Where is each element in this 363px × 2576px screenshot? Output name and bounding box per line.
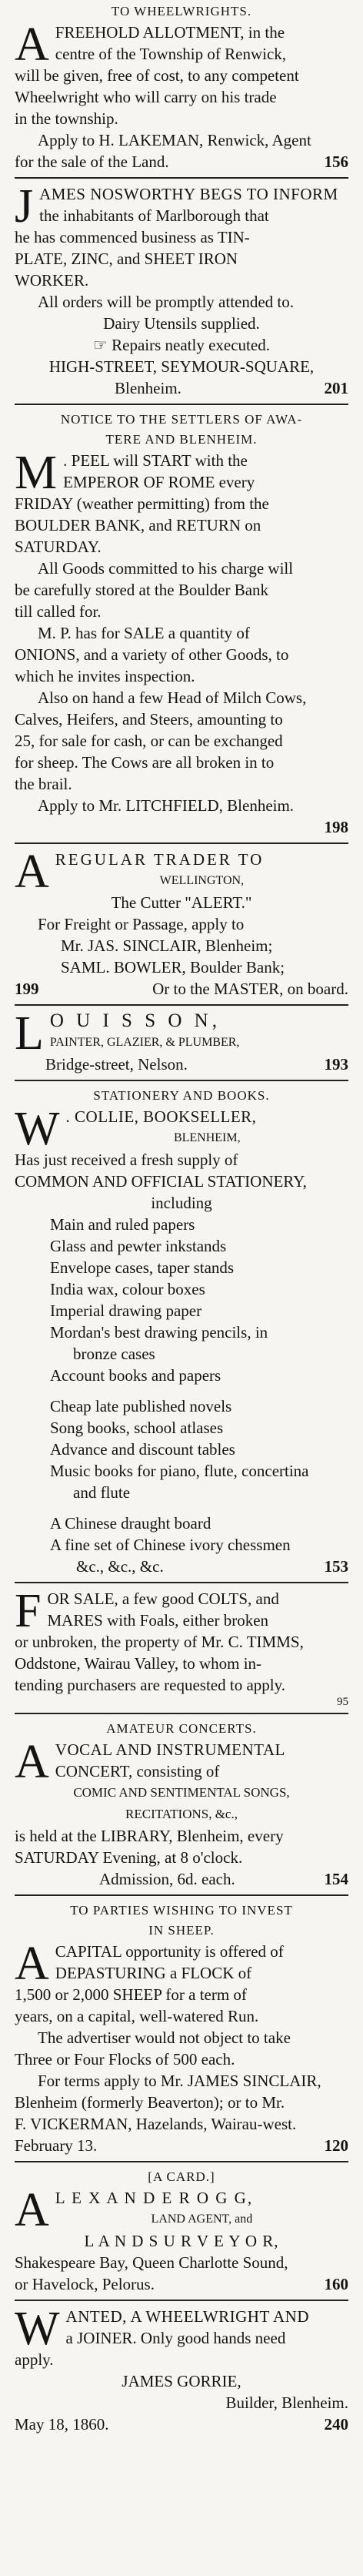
list-item: Main and ruled papers (50, 1215, 195, 1234)
list-item: Cheap late published novels (50, 1397, 232, 1415)
list-item: Advance and discount tables (50, 1440, 235, 1459)
ad-colts-for-sale (15, 1582, 348, 1708)
ad-including: including (151, 1194, 212, 1212)
ad-line: FRIDAY (weather permitting) from the (15, 494, 269, 513)
ad-heading-2: IN SHEEP. (148, 1923, 215, 1938)
ad-repairs-text: Repairs neatly executed. (112, 336, 270, 354)
ad-louisson (15, 1004, 348, 1075)
ad-line: The advertiser would not object to take (38, 2028, 291, 2047)
drop-capital: M (15, 447, 58, 499)
drop-capital: A (15, 1736, 49, 1788)
ad-town: Blenheim. (115, 379, 182, 397)
ad-trade: PAINTER, GLAZIER, & PLUMBER, (49, 1036, 240, 1049)
list-item: Song books, school atlases (50, 1419, 224, 1437)
ad-line: which he invites inspection. (15, 667, 195, 685)
list-item: Account books and papers (50, 1366, 221, 1385)
ad-collie (15, 1080, 348, 1577)
hand-pointer-icon: ☞ (93, 336, 112, 354)
drop-capital: F (15, 1585, 42, 1637)
ad-line: OR SALE, a few good COLTS, and (47, 1589, 279, 1608)
ad-songs: COMIC AND SENTIMENTAL SONGS, (73, 1785, 290, 1800)
ad-line: Three or Four Flocks of 500 each. (15, 2050, 235, 2069)
ad-regular-trader (15, 842, 348, 1000)
ad-line: he has commenced business as TIN- (15, 228, 250, 246)
ad-line: 25, for sale for cash, or can be exchanged (15, 732, 283, 750)
ad-line: WORKER. (15, 271, 89, 290)
ad-line: AMES NOSWORTHY BEGS TO INFORM (39, 185, 338, 203)
ad-number: 153 (324, 1557, 348, 1576)
ad-heading: STATIONERY AND BOOKS. (93, 1088, 270, 1103)
ad-line: BOULDER BANK, and RETURN on (15, 516, 261, 534)
ad-line: Has just received a fresh supply of (15, 1151, 238, 1169)
ad-line: CAPITAL opportunity is offered of (55, 1942, 284, 1961)
ad-apply: apply. (15, 2350, 54, 2369)
ad-number: 201 (324, 379, 348, 397)
ad-line: SATURDAY Evening, at 8 o'clock. (15, 1848, 243, 1867)
ad-line: CONCERT, consisting of (55, 1762, 220, 1780)
ad-etc: &c., &c., &c. (76, 1557, 164, 1576)
ad-line: be carefully stored at the Boulder Bank (15, 581, 269, 599)
list-item: A Chinese draught board (50, 1514, 211, 1533)
ad-amateur-concerts (15, 1713, 348, 1890)
ad-line: in the township. (15, 109, 118, 128)
ad-line: Oddstone, Wairau Valley, to whom in- (15, 1654, 262, 1673)
ad-agent-2: SAML. BOWLER, Boulder Bank; (61, 958, 285, 976)
ad-line: a JOINER. Only good hands need (65, 2329, 286, 2347)
ad-apply: Apply to Mr. LITCHFIELD, Blenheim. (38, 796, 295, 815)
drop-capital: A (15, 846, 49, 898)
drop-capital: J (15, 180, 34, 233)
drop-capital: A (15, 2184, 49, 2236)
ad-line: For terms apply to Mr. JAMES SINCLAIR, (38, 2072, 321, 2090)
ad-admission: Admission, 6d. each. (99, 1870, 235, 1888)
ad-cutter: The Cutter "ALERT." (111, 893, 252, 912)
ad-agent-3: Or to the MASTER, on board. (152, 980, 348, 998)
ad-nosworthy (15, 177, 348, 399)
list-item: A fine set of Chinese ivory chessmen (50, 1536, 291, 1554)
ad-freight: For Freight or Passage, apply to (38, 915, 245, 933)
ad-line: centre of the Township of Renwick, (55, 45, 287, 63)
ad-number: 95 (337, 1696, 348, 1708)
ad-number: 199 (15, 980, 39, 998)
ad-heading: [A CARD.] (148, 2169, 215, 2184)
ad-line: . PEEL will START with the (63, 451, 248, 470)
ad-line-2: LAND AGENT, and (151, 2213, 253, 2226)
ad-title: O U I S S O N, (49, 1010, 221, 1031)
ad-date: May 18, 1860. (15, 2415, 109, 2434)
list-item: Music books for piano, flute, concertina (50, 1462, 309, 1480)
ad-wanted-wheelwright (15, 2300, 348, 2435)
ad-number: 156 (324, 152, 348, 171)
ad-title: L E X A N D E R O G G, (55, 2189, 254, 2207)
drop-capital: L (15, 1007, 44, 1060)
ad-line: will be given, free of cost, to any competent (15, 66, 299, 85)
ad-address: Bridge-street, Nelson. (45, 1055, 188, 1074)
drop-capital: W (15, 2303, 60, 2355)
ad-number: 120 (324, 2136, 348, 2155)
drop-capital: A (15, 18, 49, 71)
ad-line: DEPASTURING a FLOCK of (55, 1964, 252, 1982)
ad-line: for sheep. The Cows are all broken in to (15, 753, 275, 772)
ad-number: 193 (324, 1055, 348, 1074)
ad-line-3: L A N D S U R V E Y O R, (84, 2232, 279, 2250)
ad-line: the brail. (15, 775, 72, 793)
ad-line: COMMON AND OFFICIAL STATIONERY, (15, 1172, 307, 1191)
ad-address: Shakespeare Bay, Queen Charlotte Sound, (15, 2253, 288, 2272)
ad-subtitle: WELLINGTON, (159, 874, 245, 887)
ad-line: Wheelwright who will carry on his trade (15, 88, 277, 106)
ad-title: REGULAR TRADER TO (55, 850, 265, 869)
ad-heading: NOTICE TO THE SETTLERS OF AWA- (60, 412, 303, 427)
ad-agent-1: Mr. JAS. SINCLAIR, Blenheim; (61, 936, 273, 955)
ad-recitations: RECITATIONS, &c., (125, 1807, 238, 1821)
ad-line: tending purchasers are requested to apply. (15, 1676, 286, 1694)
list-item: India wax, colour boxes (50, 1280, 205, 1298)
ad-address-2: or Havelock, Pelorus. (15, 2275, 155, 2293)
ad-date: February 13. (15, 2136, 98, 2155)
ad-line: ANTED, A WHEELWRIGHT AND (65, 2307, 310, 2326)
ad-number: 198 (324, 818, 348, 836)
ad-alexander-ogg (15, 2161, 348, 2295)
ad-name: JAMES GORRIE, (122, 2372, 241, 2390)
ad-orders: All orders will be promptly attended to. (38, 293, 295, 311)
ad-line: years, on a capital, well-watered Run. (15, 2007, 259, 2025)
ad-line: or unbroken, the property of Mr. C. TIMMS, (15, 1633, 304, 1651)
ad-number: 160 (324, 2275, 348, 2293)
ad-heading: TO WHEELWRIGHTS. (111, 4, 252, 18)
ad-line: Calves, Heifers, and Steers, amounting to (15, 710, 283, 729)
ad-title: . COLLIE, BOOKSELLER, (65, 1107, 257, 1126)
ad-repairs (15, 334, 348, 356)
ad-heading: AMATEUR CONCERTS. (106, 1721, 257, 1736)
ad-line: 1,500 or 2,000 SHEEP for a term of (15, 1985, 247, 2004)
ad-address: HIGH-STREET, SEYMOUR-SQUARE, (48, 357, 315, 376)
list-item: Glass and pewter inkstands (50, 1237, 227, 1255)
ad-line: M. P. has for SALE a quantity of (38, 624, 250, 642)
ad-role: Builder, Blenheim. (225, 2393, 348, 2412)
ad-line: F. VICKERMAN, Hazelands, Wairau-west. (15, 2115, 297, 2133)
ad-line: MARES with Foals, either broken (47, 1611, 269, 1630)
list-item: Imperial drawing paper (50, 1301, 202, 1320)
ad-freehold-allotment (15, 2, 348, 173)
ad-line: All Goods committed to his charge will (38, 559, 294, 578)
list-item: bronze cases (73, 1345, 155, 1363)
ad-number: 154 (324, 1870, 348, 1888)
ad-line: is held at the LIBRARY, Blenheim, every (15, 1827, 284, 1845)
ad-peel (15, 404, 348, 838)
list-item: Envelope cases, taper stands (50, 1258, 235, 1277)
ad-town: BLENHEIM, (173, 1131, 241, 1144)
ad-number: 240 (324, 2415, 348, 2434)
ad-apply: Apply to H. LAKEMAN, Renwick, Agent (38, 131, 311, 149)
ad-heading-2: TERE AND BLENHEIM. (105, 432, 258, 447)
list-item: and flute (73, 1483, 131, 1502)
ad-sheep-investment (15, 1894, 348, 2156)
ad-heading: TO PARTIES WISHING TO INVEST (70, 1903, 293, 1918)
ad-line: Also on hand a few Head of Milch Cows, (38, 688, 307, 707)
ad-apply-2: for the sale of the Land. (15, 152, 169, 171)
ad-line: VOCAL AND INSTRUMENTAL (55, 1740, 285, 1759)
ad-line: ONIONS, and a variety of other Goods, to (15, 645, 289, 664)
ad-line: till called for. (15, 602, 102, 621)
drop-capital: A (15, 1938, 49, 1990)
ad-line: PLATE, ZINC, and SHEET IRON (15, 250, 238, 268)
ad-line: SATURDAY. (15, 538, 102, 556)
drop-capital: W (15, 1103, 60, 1155)
list-item: Mordan's best drawing pencils, in (50, 1323, 268, 1342)
advertisement-column (15, 0, 348, 2435)
ad-line: FREEHOLD ALLOTMENT, in the (55, 23, 285, 42)
ad-line: the inhabitants of Marlborough that (39, 206, 269, 225)
ad-line: EMPEROR OF ROME every (63, 473, 255, 491)
ad-dairy: Dairy Utensils supplied. (103, 314, 260, 333)
ad-line: Blenheim (formerly Beaverton); or to Mr. (15, 2093, 285, 2112)
